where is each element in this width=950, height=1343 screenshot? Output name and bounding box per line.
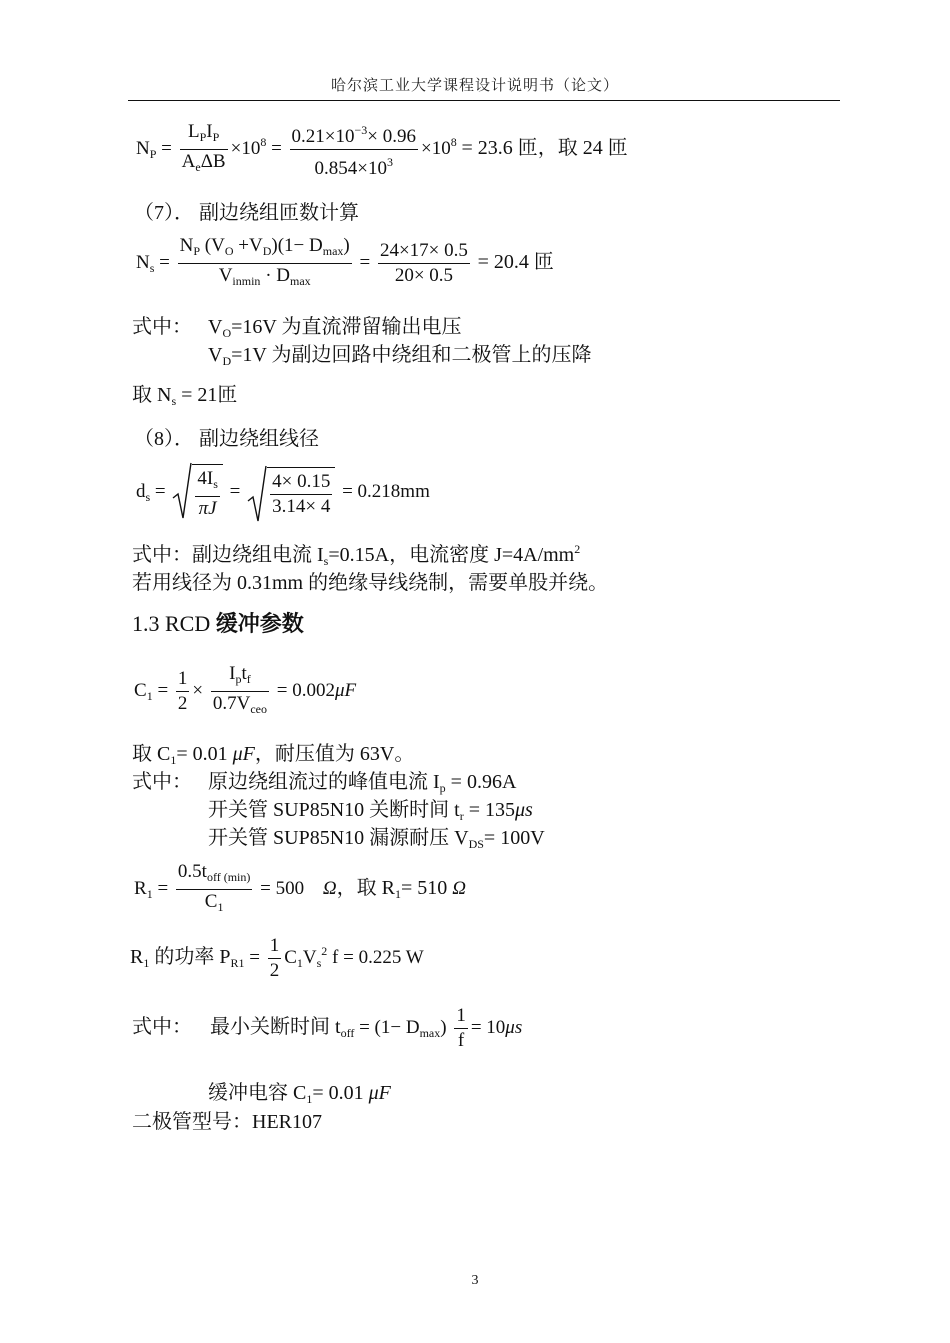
equation-pr1: $R_1$ 的功率 $P_{R1}$ = $\frac{1}{2}$ $C_1V_s^2$ f = 0.225 W xyxy=(130,935,424,981)
equation-r1: $R_1$ = $\frac{0.5t_{off (min)}}{C_1}$ = 500 Ω，取 $R_1= 510$ Ω xyxy=(134,861,466,914)
where-vds-line: 开关管 SUP85N10 漏源耐压 $V_{DS}= 100V$ xyxy=(208,827,545,851)
equation-toff: 式中： 最小关断时间 $t_{off} = (1- D_{max})$ $\frac{1}{f}$ = 10μs xyxy=(132,1005,523,1051)
equation-ns: $N_s$ = $\frac{N_P (V_O +V_D)(1- D_{max})}{V_{inmin} \cdot D_{max}}$ = $\frac{24\times 17\times 0.5}{20\times 0.5}$ = 20.4 匝 xyxy=(136,235,554,288)
header-rule xyxy=(128,100,840,101)
ds-note-1: 式中：副边绕组电流 $I_s=0.15A$，电流密度 $J=4A/mm^2$ xyxy=(132,542,581,568)
page-number: 3 xyxy=(471,1273,479,1288)
buffer-capacitor-line: 缓冲电容 $C_1= 0.01$ μF xyxy=(208,1082,391,1106)
page-header: 哈尔滨工业大学课程设计说明书（论文） xyxy=(330,78,619,94)
take-ns-line: 取 $N_s = 21$匝 xyxy=(132,384,238,408)
equation-c1: $C_1$ = $\frac{1}{2}$ × $\frac{I_pt_f}{0.7V_{ceo}}$ = 0.002μF xyxy=(134,663,357,716)
where-tr-line: 开关管 SUP85N10 关断时间 $t_r = 135\mu s$ xyxy=(208,799,533,823)
where-vo-line: $V_O=16V$ 为直流滞留输出电压 xyxy=(208,316,462,340)
sqrt-symbol-2: $\frac{4\times 0.15}{3.14\times 4}$ xyxy=(247,467,335,519)
where-label-2: 式中： xyxy=(132,771,192,793)
where-label-1: 式中： xyxy=(132,316,192,338)
equation-ds: $d_s$ = $\frac{4I_s}{\pi J}$ = $\frac{4\times 0.15}{3.14\times 4}$ = 0.218mm xyxy=(136,464,430,521)
equation-np: $N_P$ = $\frac{L_PI_P}{A_e\Delta B}$ $\times 10^8$ = $\frac{0.21\times 10^{-3}\times 0.96}{0.854\times 10^3}$ $\times 10^8 = 23.6$ 匝，取 24 匝 xyxy=(136,118,628,181)
step-7-heading: （7）． 副边绕组匝数计算 xyxy=(134,202,359,224)
section-heading-1-3: 1.3 RCD 缓冲参数 xyxy=(132,611,304,636)
step-8-heading: （8）． 副边绕组线径 xyxy=(134,428,319,450)
where-ip-line: 原边绕组流过的峰值电流 $I_p = 0.96A$ xyxy=(208,771,517,795)
take-c1-line: 取 $C_1= 0.01$ μF，耐压值为 63V。 xyxy=(132,743,415,767)
where-vd-line: $V_D=1V$ 为副边回路中绕组和二极管上的压降 xyxy=(208,344,592,368)
ds-note-2: 若用线径为 0.31mm 的绝缘导线绕制，需要单股并绕。 xyxy=(132,572,609,594)
sqrt-symbol-1: $\frac{4I_s}{\pi J}$ xyxy=(172,464,223,521)
diode-model-line: 二极管型号：HER107 xyxy=(132,1111,322,1133)
